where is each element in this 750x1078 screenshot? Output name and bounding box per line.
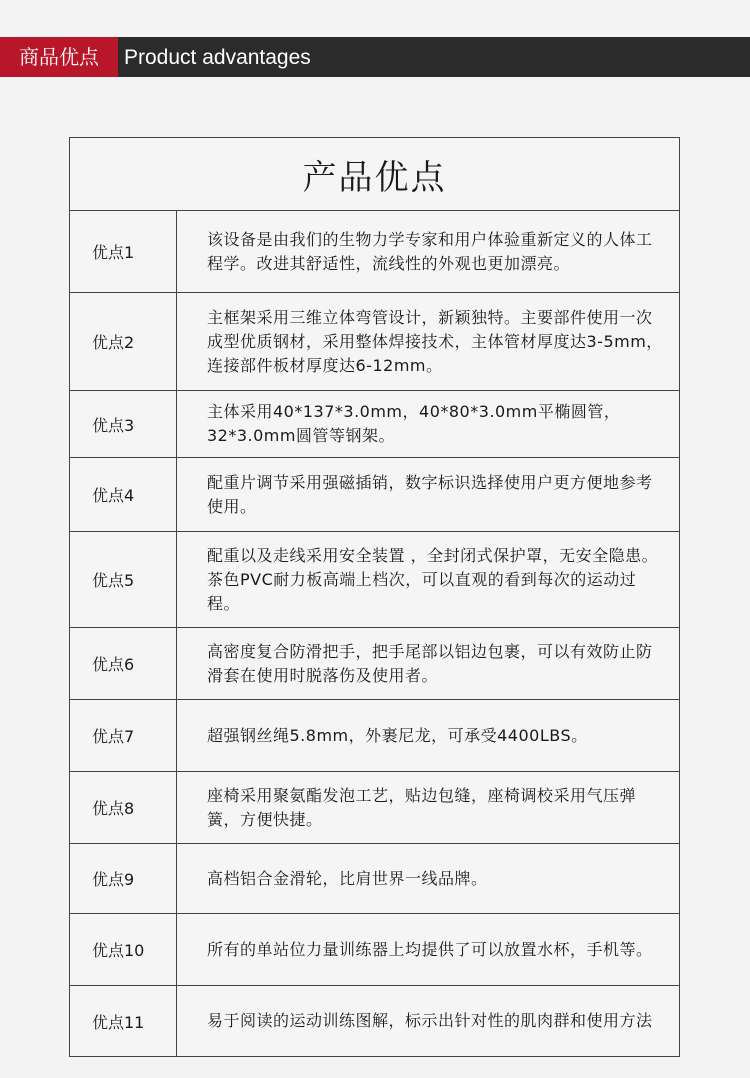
row-text: 易于阅读的运动训练图解，标示出针对性的肌肉群和使用方法 [207, 1011, 653, 1030]
table-row [70, 986, 679, 1056]
table-row [70, 844, 679, 914]
row-label: 优点4 [70, 458, 177, 531]
row-label: 优点9 [70, 844, 177, 913]
row-label: 优点7 [70, 700, 177, 771]
banner-title-en: Product advantages [124, 46, 311, 69]
table-row [70, 628, 679, 700]
row-label: 优点2 [70, 293, 177, 390]
row-text: 配重以及走线采用安全装置 ，全封闭式保护罩，无安全隐患。茶色PVC耐力板高端上档次，可以直观的看到每次的运动过程。 [207, 545, 659, 613]
row-label: 优点10 [70, 914, 177, 985]
row-text: 主框架采用三维立体弯管设计，新颖独特。主要部件使用一次成型优质钢材，采用整体焊接技术，主体管材厚度达3-5mm，连接部件板材厚度达6-12mm。 [207, 307, 663, 375]
row-text: 高密度复合防滑把手，把手尾部以铝边包裹，可以有效防止防滑套在使用时脱落伤及使用者。 [207, 641, 653, 685]
row-label: 优点5 [70, 532, 177, 627]
banner-title-cn: 商品优点 [0, 37, 118, 77]
table-row [70, 914, 679, 986]
row-text: 超强钢丝绳5.8mm，外裹尼龙，可承受4400LBS。 [207, 725, 588, 745]
row-label: 优点6 [70, 628, 177, 699]
table-title: 产品优点 [302, 157, 447, 198]
row-text: 座椅采用聚氨酯发泡工艺，贴边包缝，座椅调校采用气压弹簧，方便快捷。 [207, 785, 637, 829]
row-text: 所有的单站位力量训练器上均提供了可以放置水杯，手机等。 [207, 939, 653, 959]
row-label: 优点8 [70, 772, 177, 843]
row-label: 优点11 [70, 986, 177, 1056]
table-row [70, 211, 679, 293]
row-text: 配重片调节采用强磁插销，数字标识选择使用户更方便地参考使用。 [207, 472, 653, 516]
row-text: 主体采用40*137*3.0mm，40*80*3.0mm平椭圆管，32*3.0mm圆管等钢架。 [207, 402, 621, 445]
row-label: 优点1 [70, 211, 177, 292]
row-text: 高档铝合金滑轮，比肩世界一线品牌。 [207, 868, 488, 888]
table-row [70, 700, 679, 772]
table-row [70, 772, 679, 844]
table-row [70, 532, 679, 628]
row-label: 优点3 [70, 391, 177, 457]
table-row [70, 391, 679, 458]
table-row [70, 458, 679, 532]
section-banner [0, 37, 750, 77]
advantages-table [69, 137, 680, 1057]
table-row [70, 293, 679, 391]
table-title-row [70, 138, 679, 211]
row-text: 该设备是由我们的生物力学专家和用户体验重新定义的人体工程学。改进其舒适性，流线性的外观也更加漂亮。 [207, 229, 653, 273]
